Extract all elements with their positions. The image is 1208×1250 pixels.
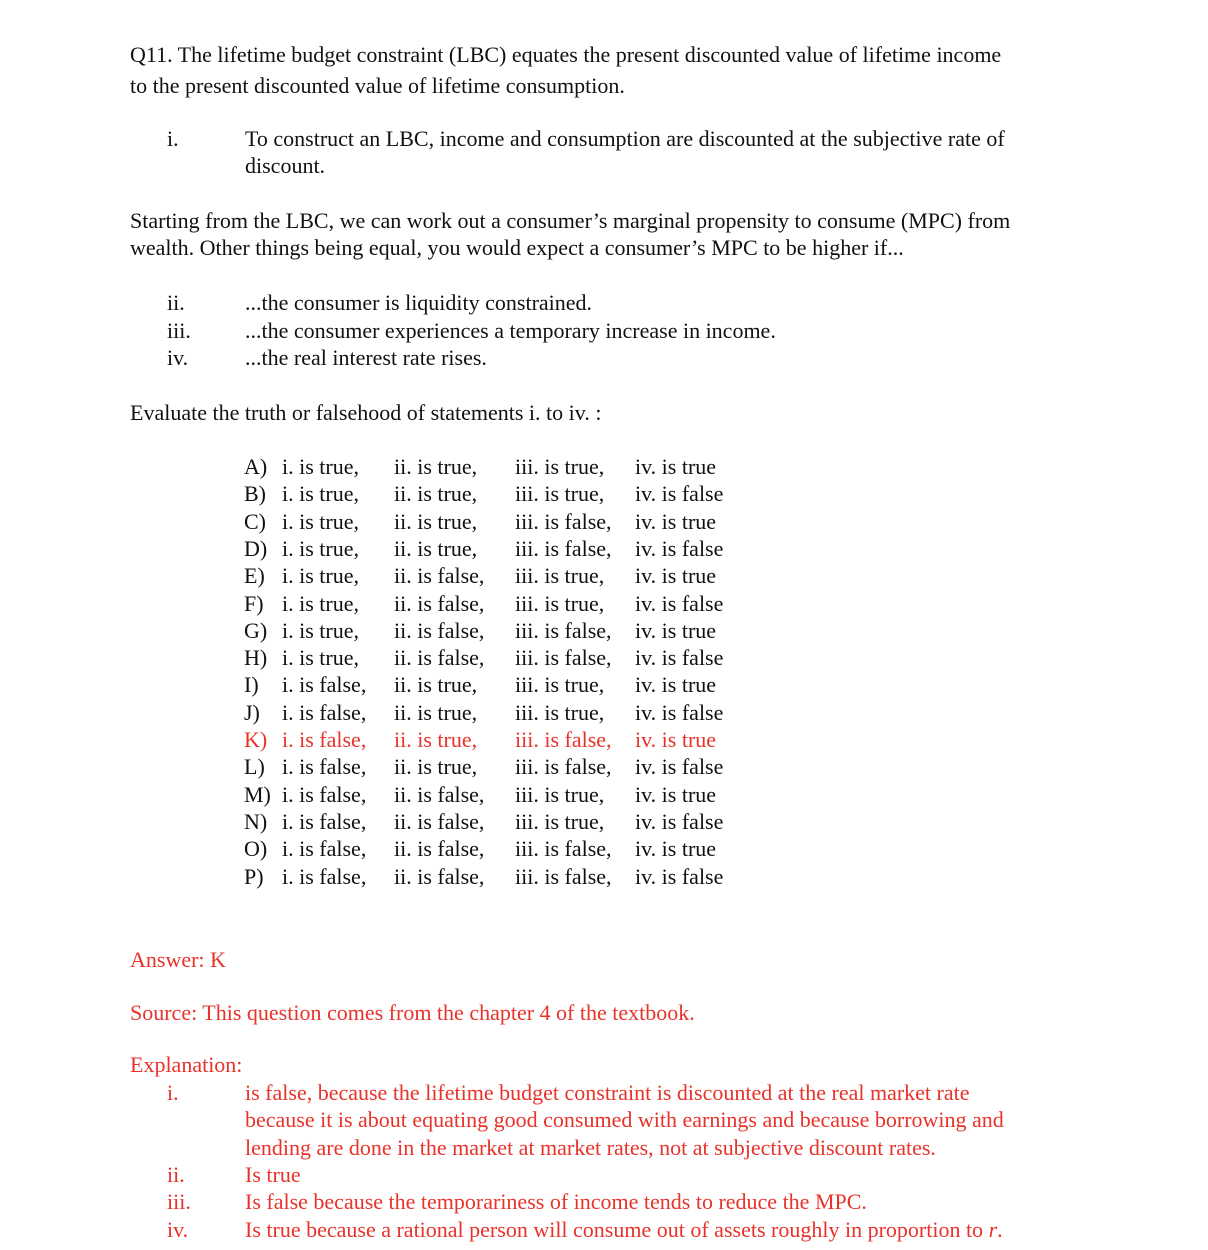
option-clause: iv. is false — [635, 535, 724, 561]
statement-iii-text: ...the consumer experiences a temporary increase in income. — [245, 318, 776, 343]
explanation-iii-text: Is false because the temporariness of income tends to reduce the MPC. — [245, 1189, 867, 1214]
option-clause: i. is true, — [282, 535, 359, 561]
explanation-iii-number: iii. — [167, 1189, 191, 1214]
option-clause: ii. is true, — [394, 535, 478, 561]
option-clause: iv. is false — [635, 863, 724, 889]
option-clause: iv. is true — [635, 508, 717, 534]
option-clause: iv. is true — [635, 836, 717, 862]
statement-ii-number: ii. — [167, 290, 185, 315]
option-clause: i. is true, — [282, 481, 359, 507]
option-clause: iv. is false — [635, 808, 724, 834]
option-letter: N) — [244, 808, 268, 834]
option-clause: ii. is false, — [394, 836, 485, 862]
explanation-heading: Explanation: — [130, 1052, 243, 1077]
option-clause: ii. is false, — [394, 563, 485, 589]
option-clause: iii. is true, — [515, 808, 605, 834]
explanation-ii-number: ii. — [167, 1162, 185, 1187]
statement-ii-text: ...the consumer is liquidity constrained. — [245, 290, 593, 315]
option-letter: B) — [244, 481, 266, 507]
option-clause: iv. is false — [635, 699, 724, 725]
option-clause: i. is false, — [282, 754, 367, 780]
option-clause: iii. is false, — [515, 863, 612, 889]
option-clause: iii. is false, — [515, 836, 612, 862]
option-clause: ii. is true, — [394, 699, 478, 725]
answer: Answer: K — [130, 947, 226, 972]
statement-i-line-2: discount. — [245, 153, 326, 178]
option-clause: iv. is true — [635, 454, 717, 479]
explanation-i-line-2: because it is about equating good consumed with earnings and because borrowing and — [245, 1107, 1004, 1132]
option-letter: K) — [244, 727, 268, 752]
option-clause: iii. is false, — [515, 508, 612, 534]
option-clause: iv. is true — [635, 672, 717, 698]
explanation-ii-text: Is true — [245, 1162, 301, 1187]
option-letter: O) — [244, 836, 268, 862]
source: Source: This question comes from the chapter 4 of the textbook. — [130, 1000, 695, 1025]
option-clause: ii. is false, — [394, 645, 485, 671]
explanation-iv-number: iv. — [167, 1217, 189, 1242]
option-clause: i. is true, — [282, 617, 359, 643]
option-clause: iii. is false, — [515, 754, 612, 780]
option-letter: G) — [244, 617, 268, 643]
option-clause: i. is true, — [282, 454, 359, 479]
question-line-2: to the present discounted value of lifetime consumption. — [130, 73, 625, 98]
option-letter: E) — [244, 563, 265, 589]
option-clause: ii. is false, — [394, 590, 485, 616]
option-clause: iii. is true, — [515, 590, 605, 616]
option-clause: i. is false, — [282, 727, 367, 752]
option-clause: iv. is true — [635, 617, 717, 643]
option-clause: i. is false, — [282, 808, 367, 834]
variable-r: r — [988, 1217, 998, 1242]
option-letter: C) — [244, 508, 266, 534]
explanation-iv-period: . — [997, 1217, 1003, 1242]
statement-iv-text: ...the real interest rate rises. — [245, 345, 487, 370]
option-clause: iv. is true — [635, 727, 717, 752]
option-letter: M) — [244, 781, 271, 807]
explanation-i-line-3: lending are done in the market at market rates, not at subjective discount rates. — [245, 1135, 936, 1160]
option-clause: i. is true, — [282, 645, 359, 671]
explanation-i-number: i. — [167, 1080, 179, 1105]
evaluate-prompt: Evaluate the truth or falsehood of statements i. to iv. : — [130, 400, 602, 425]
option-clause: iv. is false — [635, 645, 724, 671]
option-clause: i. is true, — [282, 563, 359, 589]
option-letter: H) — [244, 645, 268, 671]
option-clause: iii. is true, — [515, 563, 605, 589]
option-clause: i. is true, — [282, 590, 359, 616]
explanation-iv-text — [245, 1216, 1003, 1243]
question-line-1: Q11. The lifetime budget constraint (LBC) equates the present discounted value of lifetime income — [130, 42, 1002, 67]
statement-i-number: i. — [167, 126, 179, 151]
option-clause: iii. is true, — [515, 454, 605, 479]
option-letter: A) — [244, 454, 268, 479]
option-clause: i. is true, — [282, 508, 359, 534]
option-clause: iv. is false — [635, 481, 724, 507]
option-clause: iii. is true, — [515, 781, 605, 807]
option-clause: ii. is false, — [394, 808, 485, 834]
option-clause: iii. is false, — [515, 535, 612, 561]
option-clause: ii. is true, — [394, 508, 478, 534]
explanation-iv-text-main: Is true because a rational person will consume out of assets roughly in proportion to — [245, 1217, 989, 1242]
intro-line-2: wealth. Other things being equal, you would expect a consumer’s MPC to be higher if... — [130, 235, 904, 260]
option-clause: iii. is false, — [515, 727, 612, 752]
option-clause: iii. is true, — [515, 699, 605, 725]
option-letter: F) — [244, 590, 264, 616]
option-clause: ii. is true, — [394, 727, 478, 752]
option-letter: D) — [244, 535, 268, 561]
option-clause: ii. is true, — [394, 454, 478, 479]
option-clause: iv. is true — [635, 781, 717, 807]
option-letter: I) — [244, 672, 259, 698]
option-clause: ii. is false, — [394, 781, 485, 807]
option-clause: i. is false, — [282, 699, 367, 725]
option-clause: iii. is true, — [515, 481, 605, 507]
statement-i-line-1: To construct an LBC, income and consumption are discounted at the subjective rate of — [245, 126, 1005, 151]
option-clause: ii. is true, — [394, 481, 478, 507]
option-letter: P) — [244, 863, 264, 889]
option-clause: ii. is true, — [394, 754, 478, 780]
statement-iii-number: iii. — [167, 318, 191, 343]
statement-iv-number: iv. — [167, 345, 189, 370]
option-clause: iv. is false — [635, 590, 724, 616]
option-clause: iii. is false, — [515, 617, 612, 643]
explanation-i-line-1: is false, because the lifetime budget constraint is discounted at the real market rate — [245, 1080, 970, 1105]
option-clause: i. is false, — [282, 672, 367, 698]
option-clause: iv. is false — [635, 754, 724, 780]
option-letter: J) — [244, 699, 260, 725]
option-clause: iii. is false, — [515, 645, 612, 671]
option-clause: i. is false, — [282, 781, 367, 807]
option-letter: L) — [244, 754, 265, 780]
option-clause: iv. is true — [635, 563, 717, 589]
option-clause: ii. is true, — [394, 672, 478, 698]
option-clause: ii. is false, — [394, 617, 485, 643]
intro-line-1: Starting from the LBC, we can work out a consumer’s marginal propensity to consume (MPC) from — [130, 208, 1011, 233]
option-clause: iii. is true, — [515, 672, 605, 698]
option-clause: i. is false, — [282, 836, 367, 862]
option-clause: ii. is false, — [394, 863, 485, 889]
option-clause: i. is false, — [282, 863, 367, 889]
